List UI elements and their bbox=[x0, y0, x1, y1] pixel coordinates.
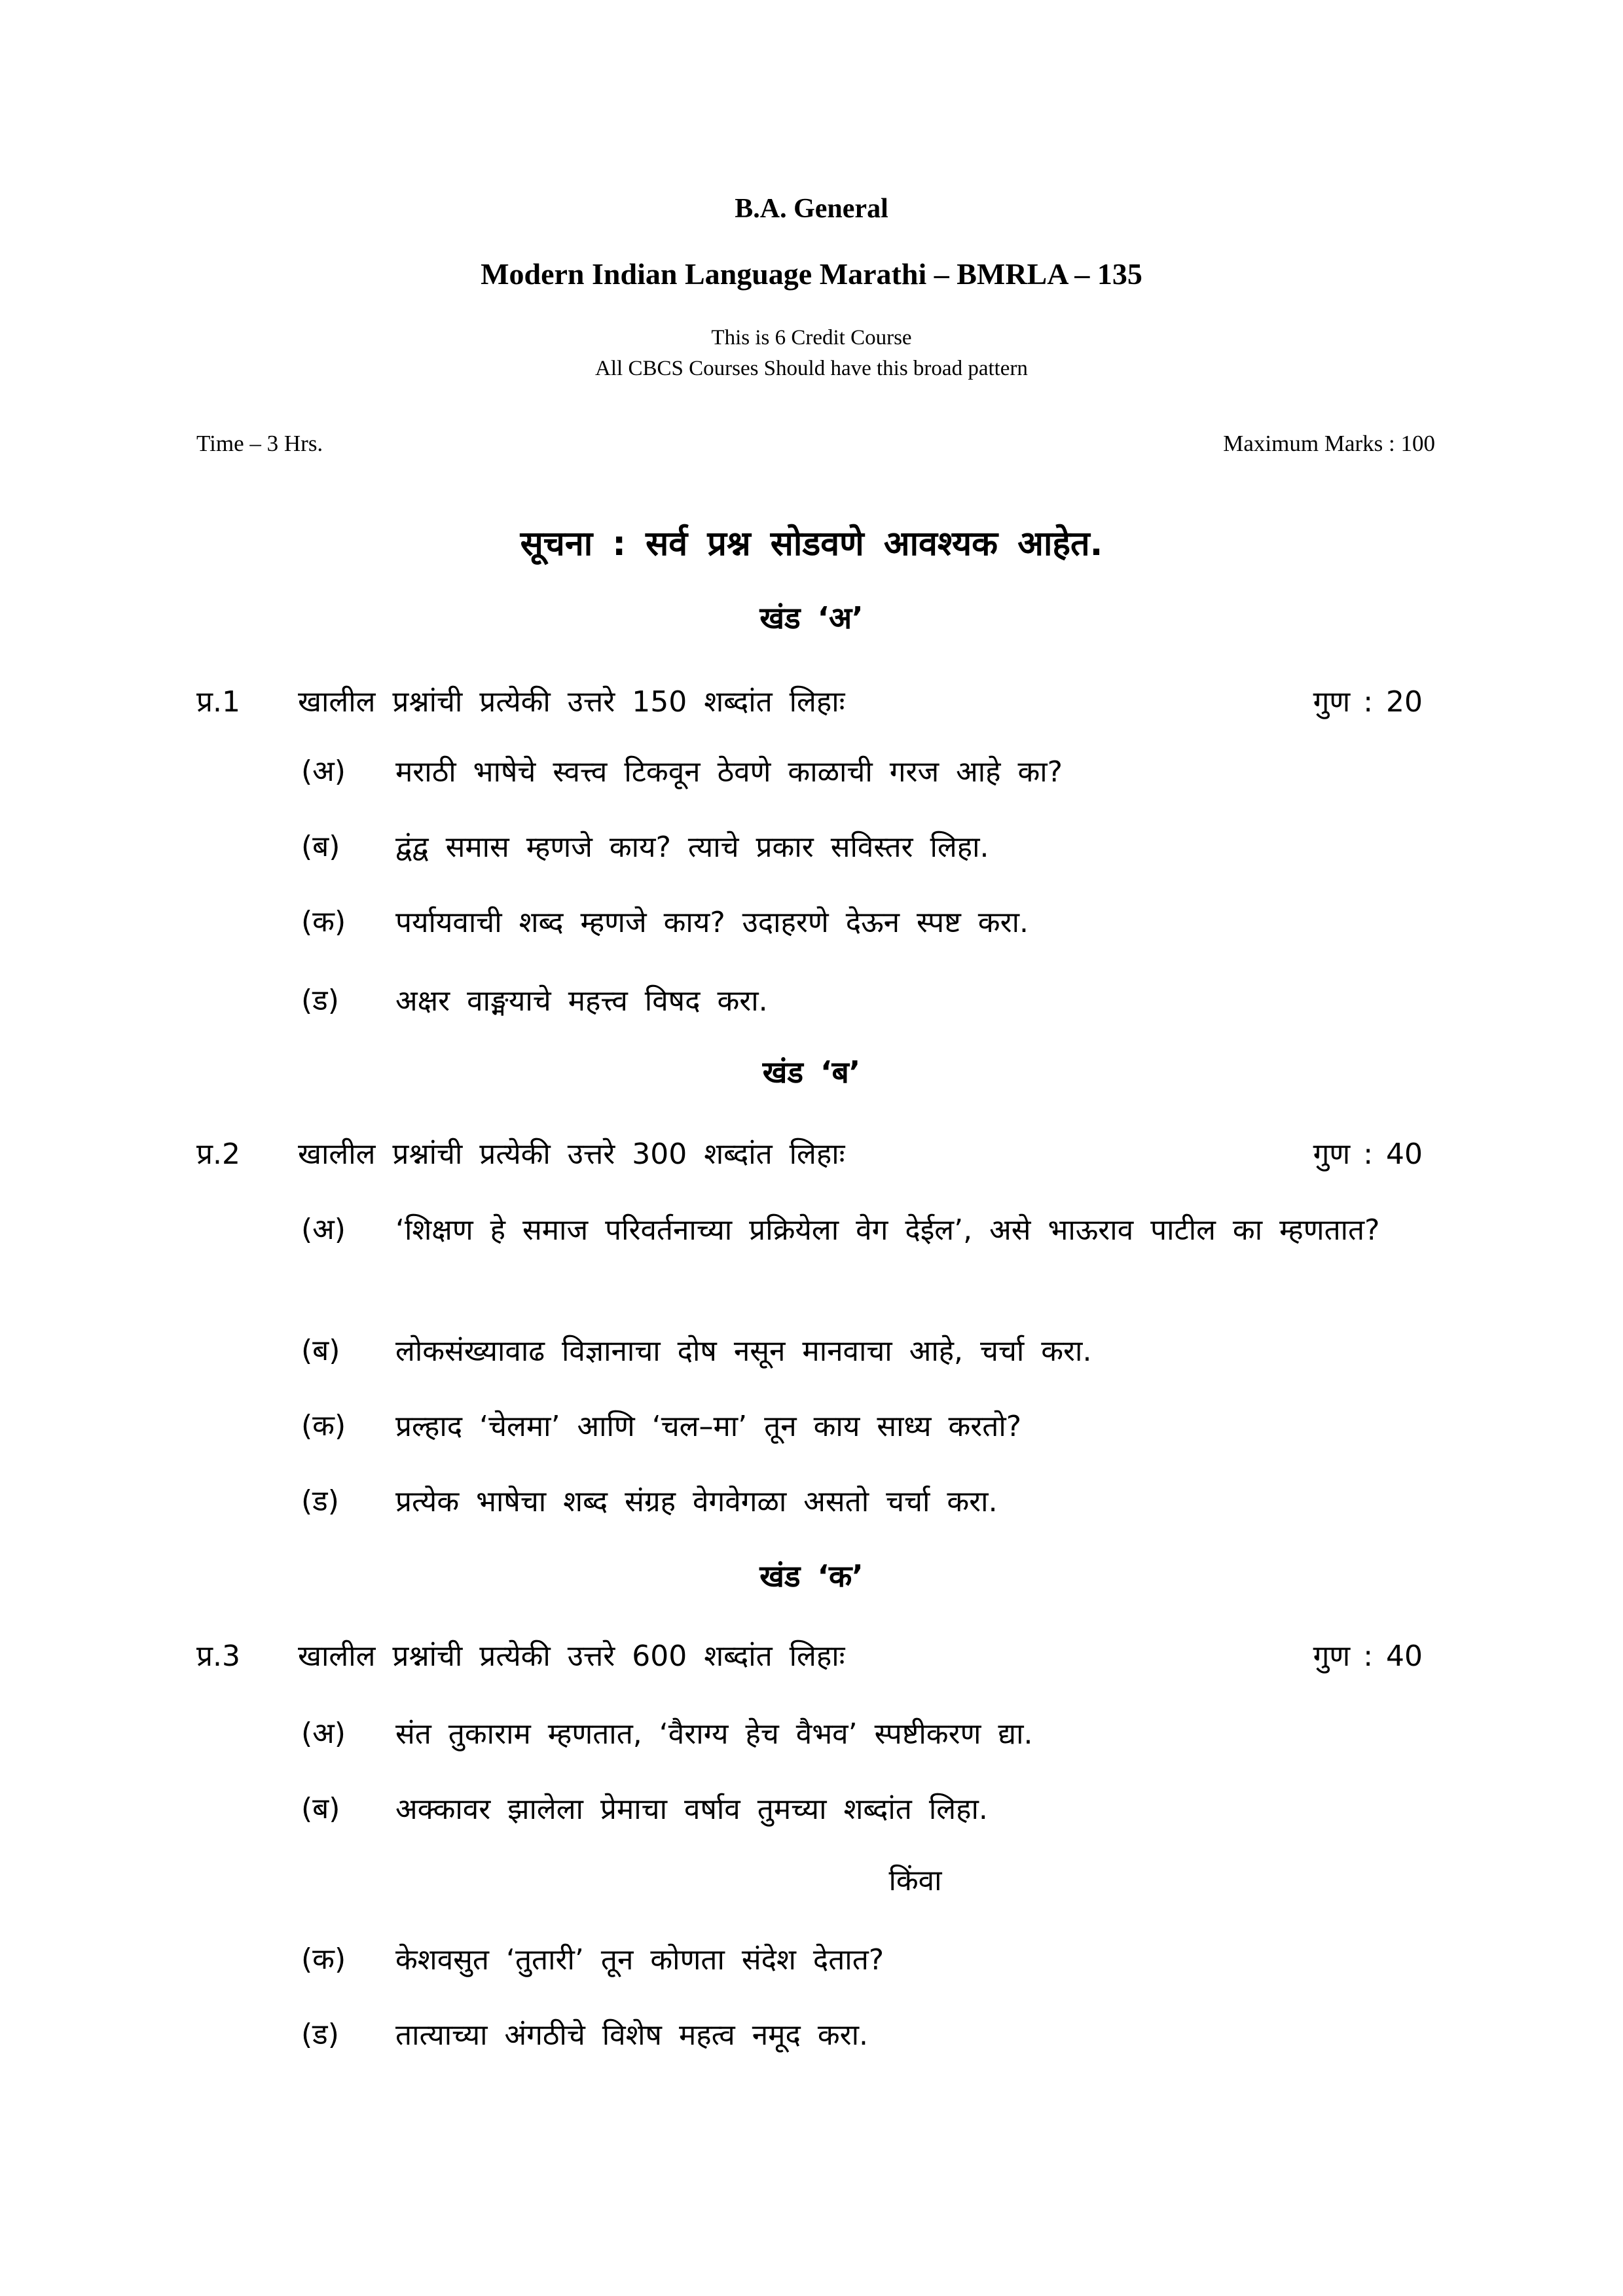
question-1b-text: द्वंद्व समास म्हणजे काय? त्याचे प्रकार सविस्तर लिहा. bbox=[395, 831, 989, 864]
maximum-marks: Maximum Marks : 100 bbox=[1223, 431, 1435, 456]
question-3b-label: (ब) bbox=[301, 1792, 340, 1825]
or-divider: किंवा bbox=[888, 1864, 942, 1897]
question-1a-label: (अ) bbox=[301, 755, 346, 788]
question-2-text: खालील प्रश्नांची प्रत्येकी उत्तरे 300 शब्दांत लिहाः bbox=[298, 1138, 845, 1171]
question-3a-text: संत तुकाराम म्हणतात, ‘वैराग्य हेच वैभव’ स्पष्टीकरण द्या. bbox=[395, 1717, 1033, 1751]
question-3-text: खालील प्रश्नांची प्रत्येकी उत्तरे 600 शब्दांत लिहाः bbox=[298, 1640, 845, 1673]
question-2b-label: (ब) bbox=[301, 1334, 340, 1367]
question-1d-text: अक्षर वाङ्मयाचे महत्त्व विषद करा. bbox=[395, 984, 768, 1018]
question-2c-text: प्रल्हाद ‘चेलमा’ आणि ‘चल–मा’ तून काय साध्य करतो? bbox=[395, 1410, 1022, 1443]
question-1b-label: (ब) bbox=[301, 830, 340, 863]
pattern-note: All CBCS Courses Should have this broad pattern bbox=[595, 357, 1028, 380]
instruction-note: सूचना : सर्व प्रश्न सोडवणे आवश्यक आहेत. bbox=[520, 524, 1103, 564]
question-1-number: प्र.1 bbox=[196, 685, 241, 719]
question-1-text: खालील प्रश्नांची प्रत्येकी उत्तरे 150 शब्दांत लिहाः bbox=[298, 685, 845, 719]
question-2a-label: (अ) bbox=[301, 1213, 346, 1246]
degree-title: B.A. General bbox=[735, 194, 888, 224]
section-a-heading: खंड ‘अ’ bbox=[759, 600, 864, 636]
question-3d-label: (ड) bbox=[301, 2018, 339, 2051]
question-1c-text: पर्यायवाची शब्द म्हणजे काय? उदाहरणे देऊन स्पष्ट करा. bbox=[395, 906, 1029, 939]
course-title: Modern Indian Language Marathi – BMRLA – 135 bbox=[481, 257, 1142, 291]
question-1c-label: (क) bbox=[301, 905, 346, 939]
question-2b-text: लोकसंख्यावाढ विज्ञानाचा दोष नसून मानवाचा आहे, चर्चा करा. bbox=[395, 1335, 1092, 1368]
question-1-marks: गुण : 20 bbox=[1313, 685, 1423, 719]
question-3c-text: केशवसुत ‘तुतारी’ तून कोणता संदेश देतात? bbox=[395, 1943, 884, 1977]
question-2d-text: प्रत्येक भाषेचा शब्द संग्रह वेगवेगळा असतो चर्चा करा. bbox=[395, 1485, 998, 1518]
section-c-heading: खंड ‘क’ bbox=[759, 1558, 864, 1594]
question-3c-label: (क) bbox=[301, 1943, 346, 1976]
question-2-marks: गुण : 40 bbox=[1313, 1138, 1423, 1171]
question-2a-text: ‘शिक्षण हे समाज परिवर्तनाच्या प्रक्रियेला वेग देईल’, असे भाऊराव पाटील का म्हणतात? bbox=[395, 1213, 1380, 1247]
time-allowed: Time – 3 Hrs. bbox=[196, 431, 323, 456]
question-2-number: प्र.2 bbox=[196, 1138, 241, 1171]
question-1a-text: मराठी भाषेचे स्वत्त्व टिकवून ठेवणे काळाची गरज आहे का? bbox=[395, 755, 1063, 789]
question-3b-text: अक्कावर झालेला प्रेमाचा वर्षाव तुमच्या शब्दांत लिहा. bbox=[395, 1793, 988, 1826]
question-3-marks: गुण : 40 bbox=[1313, 1640, 1423, 1673]
section-b-heading: खंड ‘ब’ bbox=[762, 1054, 861, 1090]
question-2d-label: (ड) bbox=[301, 1484, 339, 1518]
question-1d-label: (ड) bbox=[301, 984, 339, 1017]
credit-note: This is 6 Credit Course bbox=[711, 326, 912, 350]
question-3-number: प्र.3 bbox=[196, 1640, 241, 1673]
question-2c-label: (क) bbox=[301, 1409, 346, 1443]
question-3d-text: तात्याच्या अंगठीचे विशेष महत्व नमूद करा. bbox=[395, 2018, 868, 2052]
question-3a-label: (अ) bbox=[301, 1717, 346, 1750]
